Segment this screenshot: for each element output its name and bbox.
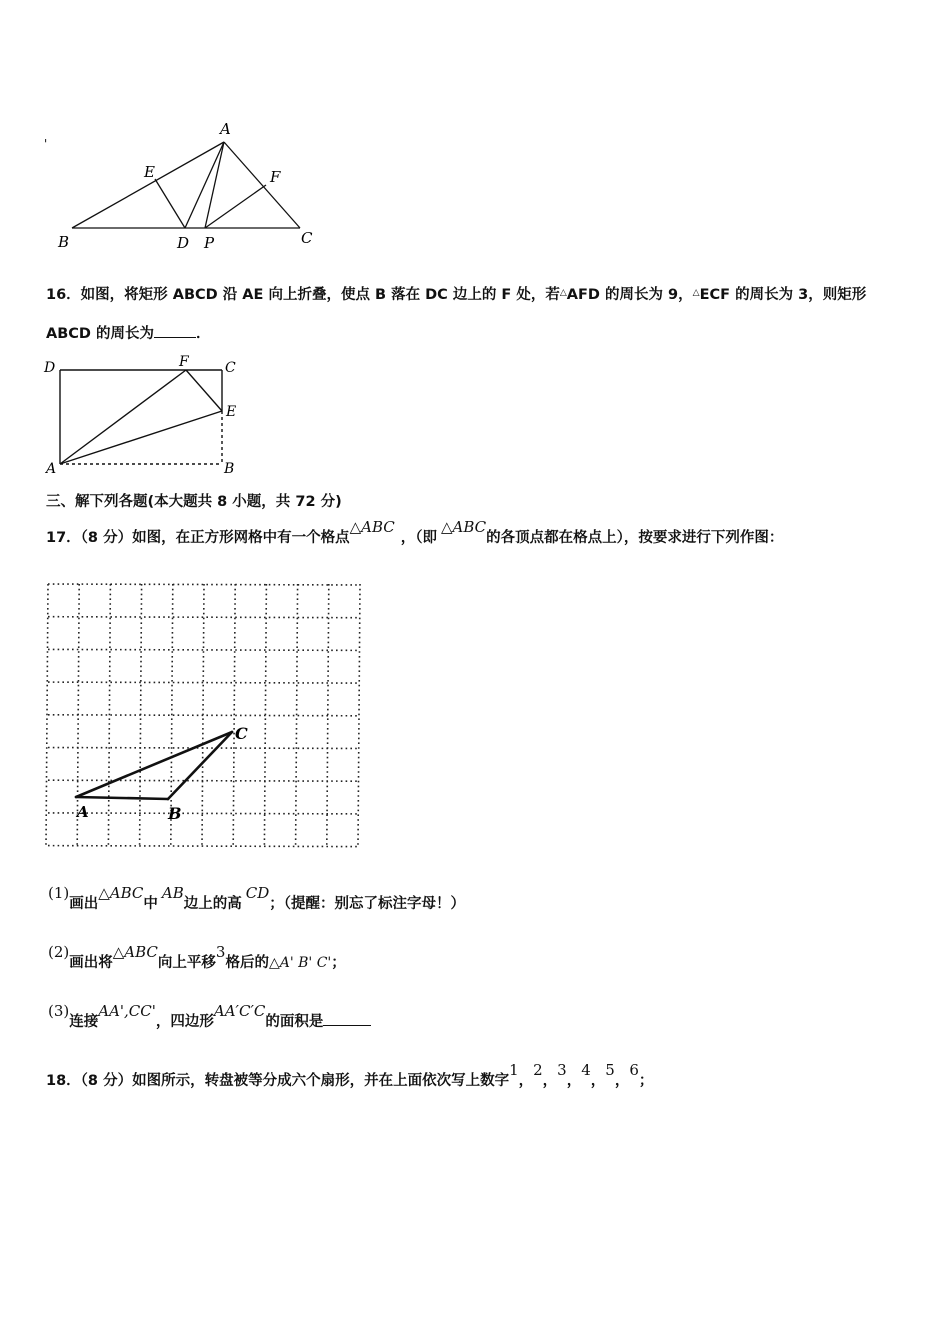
segment-ac [76,732,232,797]
label-e: E [144,163,155,181]
rectangle-figure [40,352,250,477]
q18-sep-5: ， [614,1073,630,1089]
q18-sep-2: ， [542,1073,558,1089]
q18-number-3: 3 [557,1061,567,1079]
segment-bc [168,732,232,799]
q17-part1-text-c: 边上的高 [183,896,242,912]
label-c: C [225,360,236,376]
q16-text-end: ． [196,326,211,342]
q17-text-b: ，（即 [400,530,437,546]
q17-part2-text-c: 格后的 [225,955,269,971]
grid-vertical-line [296,584,298,846]
triangle-figure [40,115,330,260]
segment-ab [76,797,168,799]
label-b: B [58,233,70,251]
q17-math-abc-2: △ABC [440,518,487,536]
q16-text-d: ABCD 的周长为 [46,326,154,342]
q18-sep-1: ， [518,1073,534,1089]
segment-pf [205,185,266,228]
q17-part2-text-b: 向上平移 [157,955,216,971]
stray-mark: ' [44,137,48,151]
grid-horizontal-line [48,715,360,716]
grid-vertical-line [233,584,235,846]
q17-part2-text-a: 画出将 [69,955,113,971]
q17-part2-math-1: △ABC [112,943,158,961]
label-e: E [226,404,237,420]
q18-number-1: 1 [509,1061,519,1079]
grid-vertical-line [358,584,360,846]
segment-ba [72,142,224,228]
grid-horizontal-line [48,813,360,814]
segment-ap [205,142,224,228]
label-b: B [168,804,182,823]
grid-horizontal-line [48,748,360,749]
segment-af [60,370,186,464]
grid-figure [40,578,370,850]
q17-part3-math-2: AA′C′C [213,1002,266,1020]
label-a: A [77,803,89,821]
label-a: A [220,120,231,138]
q18-line [46,1061,654,1091]
q17-part3-answer-blank[interactable] [323,1011,371,1026]
label-f: F [179,354,189,370]
q17-text-c: 的各顶点都在格点上），按要求进行下列作图： [486,530,784,546]
q17-part-1 [48,884,466,914]
q16-answer-blank[interactable] [154,323,196,338]
q17-part2-math-2: 3 [215,943,226,961]
grid-horizontal-line [48,780,360,781]
segment-ed [155,179,185,228]
label-f: F [270,168,281,186]
label-a: A [46,461,57,477]
section-3-heading: 三、解下列各题(本大题共 8 小题，共 72 分) [46,494,342,510]
label-c: C [235,724,248,743]
q17-part3-num: (3) [48,1002,70,1020]
q18-number-2: 2 [533,1061,543,1079]
grid-vertical-line [108,584,110,846]
label-d: D [177,234,190,252]
q17-part2-text-d: ； [331,955,346,971]
grid-vertical-line [46,584,48,846]
q17-part3-math-1: AA',CC' [98,1002,156,1020]
label-p: P [204,234,215,252]
q16-line2 [46,323,211,344]
q18-sep-4: ， [590,1073,606,1089]
segment-ad [185,142,224,228]
q16-triangle-symbol-1: △ [559,288,567,298]
q18-number-4: 4 [581,1061,591,1079]
q17-part1-text-b: 中 [143,896,158,912]
q17-part-3 [48,1002,371,1032]
q16-triangle-symbol-2: △ [692,288,700,298]
grid-horizontal-line [48,846,360,847]
q17-part3-text-a: 连接 [69,1014,99,1030]
segment-fe [186,370,222,411]
segment-ac [224,142,300,228]
q18-text-a: 18．（8 分）如图所示，转盘被等分成六个扇形，并在上面依次写上数字 [46,1073,510,1089]
q17-part1-text-d: ；（提醒：别忘了标注字母！） [269,896,466,912]
q17-part2-math-3: △A' B' C' [268,955,332,971]
q18-text-end: ； [638,1073,654,1089]
q17-part1-text-a: 画出 [69,896,99,912]
grid-horizontal-line [48,649,360,650]
grid-horizontal-line [48,617,360,618]
segment-ae [60,411,222,464]
q16-text-c: ECF 的周长为 3，则矩形 [699,287,867,303]
q17-line [46,518,784,548]
q17-part1-num: (1) [48,884,70,902]
q17-part1-math-3: CD [245,884,270,902]
label-b: B [224,461,235,477]
q16-text-b: AFD 的周长为 9， [566,287,693,303]
grid-vertical-line [327,584,329,846]
q17-part2-num: (2) [48,943,70,961]
label-d: D [44,360,56,376]
q16-text-a: 16．如图，将矩形 ABCD 沿 AE 向上折叠，使点 B 落在 DC 边上的 F 处，若 [46,287,560,303]
q18-number-6: 6 [629,1061,639,1079]
q17-text-a: 17．（8 分）如图，在正方形网格中有一个格点 [46,530,350,546]
q16-line1 [46,285,866,307]
q18-sep-3: ， [566,1073,582,1089]
q17-math-abc-1: △ABC [349,518,395,536]
grid-horizontal-line [48,682,360,683]
q17-part1-math-1: △ABC [98,884,144,902]
q17-part-2 [48,943,346,973]
q17-part3-text-b: ，四边形 [155,1014,214,1030]
label-c: C [301,229,313,247]
q18-number-5: 5 [605,1061,615,1079]
q17-part3-text-c: 的面积是 [265,1014,324,1030]
q17-part1-math-2: AB [161,884,184,902]
